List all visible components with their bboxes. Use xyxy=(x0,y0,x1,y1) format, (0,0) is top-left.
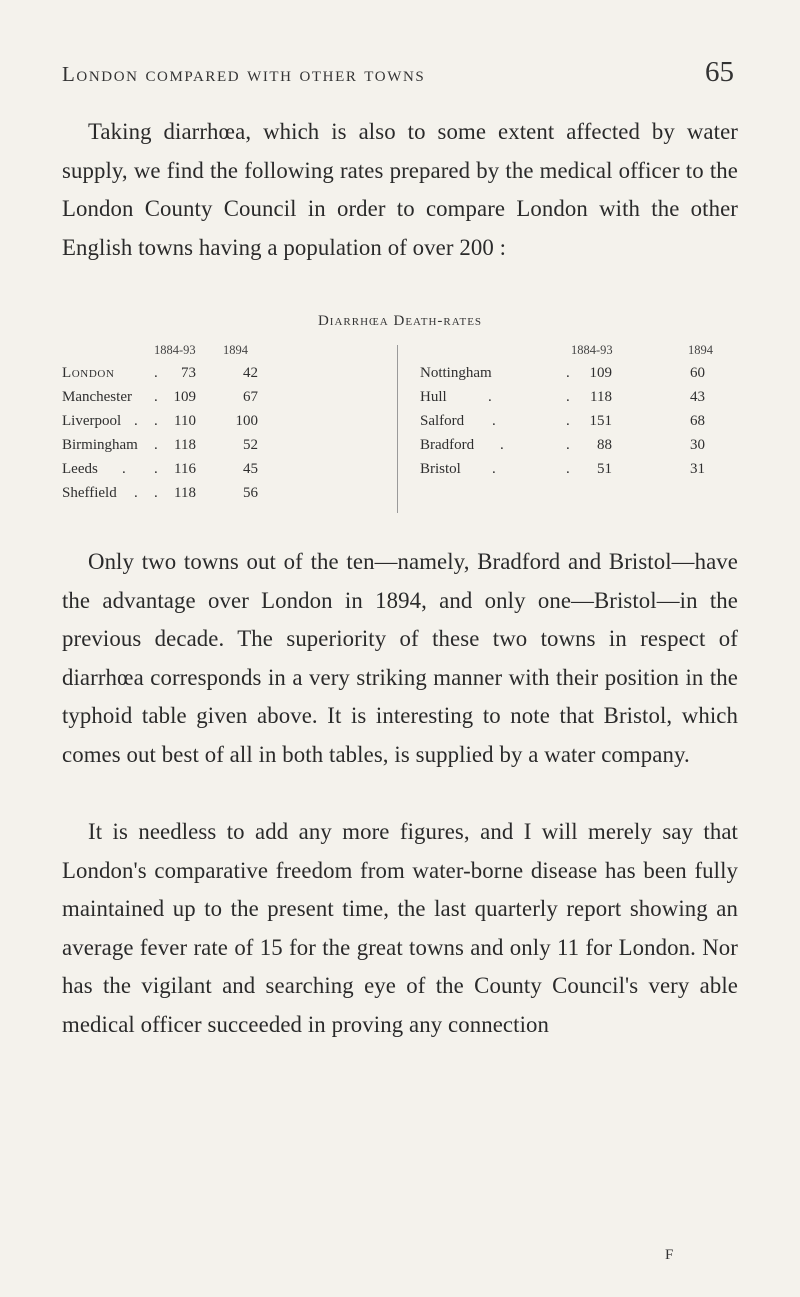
paragraph-conclusion: It is needless to add any more figures, and I will merely say that London's comparative freedom from water-borne disease has been fully maintained up to the present time, the last quarterly report showing an average fever rate of 15 for the great towns and only 11 for London. Nor has the vigilant and searching eye of the County Council's very able medical officer succeeded in proving any connection xyxy=(62,819,738,1037)
table-row: Hull . . 118 43 xyxy=(420,389,705,405)
rate-1894: 68 xyxy=(690,413,705,429)
left-col-head-year: 1894 xyxy=(223,343,248,357)
town-name: Bristol xyxy=(420,461,461,477)
rate-1884-93: 73 xyxy=(181,365,196,381)
rate-1894: 45 xyxy=(243,461,258,477)
town-name: Sheffield xyxy=(62,485,117,501)
table-row: Nottingham . 109 60 xyxy=(420,365,705,381)
rate-1884-93: 118 xyxy=(590,389,612,405)
rate-1894: 43 xyxy=(690,389,705,405)
table-row: Salford . . 151 68 xyxy=(420,413,705,429)
rate-1894: 100 xyxy=(235,413,258,429)
table-row: London . 73 42 xyxy=(62,365,258,381)
table-row: Manchester . 109 67 xyxy=(62,389,258,405)
rate-1894: 67 xyxy=(243,389,258,405)
rate-1894: 52 xyxy=(243,437,258,453)
table-divider xyxy=(397,345,398,513)
rate-1884-93: 118 xyxy=(174,485,196,501)
rate-1894: 30 xyxy=(690,437,705,453)
town-name: Liverpool xyxy=(62,413,122,429)
running-head: London compared with other towns xyxy=(62,62,426,86)
rate-1884-93: 151 xyxy=(589,413,612,429)
rate-1884-93: 118 xyxy=(174,437,196,453)
town-name: Birmingham xyxy=(62,437,138,453)
table-row: Liverpool . . 110 100 xyxy=(62,413,258,429)
rate-1884-93: 116 xyxy=(174,461,196,477)
rate-1884-93: 51 xyxy=(597,461,612,477)
town-name: Salford xyxy=(420,413,465,429)
town-name: London xyxy=(62,365,115,381)
left-col-head-decade: 1884-93 xyxy=(154,343,196,357)
table-title: Diarrhœa Death-rates xyxy=(317,313,483,329)
table-row: Birmingham . 118 52 xyxy=(62,437,258,453)
town-name: Manchester xyxy=(62,389,132,405)
right-col-head-year: 1894 xyxy=(688,343,713,357)
town-name: Leeds xyxy=(62,461,98,477)
page-header xyxy=(62,56,738,96)
table-row: Leeds . . 116 45 xyxy=(62,461,258,477)
paragraph-intro: Taking diarrhœa, which is also to some extent affected by water supply, we find the following rates prepared by the medical officer to the London County Council in order to compare London with the other English towns having a population of over 200 : xyxy=(62,119,738,260)
rate-1894: 31 xyxy=(690,461,705,477)
right-col-head-decade: 1884-93 xyxy=(571,343,613,357)
table-row: Bristol . . 51 31 xyxy=(420,461,705,477)
rate-1894: 42 xyxy=(243,365,258,381)
signature-mark: F xyxy=(665,1247,674,1263)
rate-1884-93: 109 xyxy=(173,389,196,405)
town-name: Hull xyxy=(420,389,447,405)
town-name: Bradford xyxy=(420,437,475,453)
rate-1894: 60 xyxy=(690,365,705,381)
town-name: Nottingham xyxy=(420,365,492,381)
paragraph-comparison: Only two towns out of the ten—namely, Bradford and Bristol—have the advantage over London in 1894, and only one—Bristol—in the previous decade. The superiority of these two towns in respect of diarrhœa corresponds in a very striking manner with their position in the typhoid table given above. It is interesting to note that Bristol, which comes out best of all in both tables, is supplied by a water company. xyxy=(62,549,738,767)
page-number: 65 xyxy=(705,56,734,88)
rate-1884-93: 109 xyxy=(589,365,612,381)
table-row: Sheffield . . 118 56 xyxy=(62,485,258,501)
rate-1884-93: 110 xyxy=(174,413,196,429)
table-row: Bradford . . 88 30 xyxy=(420,437,705,453)
rate-1894: 56 xyxy=(243,485,258,501)
rate-1884-93: 88 xyxy=(597,437,612,453)
